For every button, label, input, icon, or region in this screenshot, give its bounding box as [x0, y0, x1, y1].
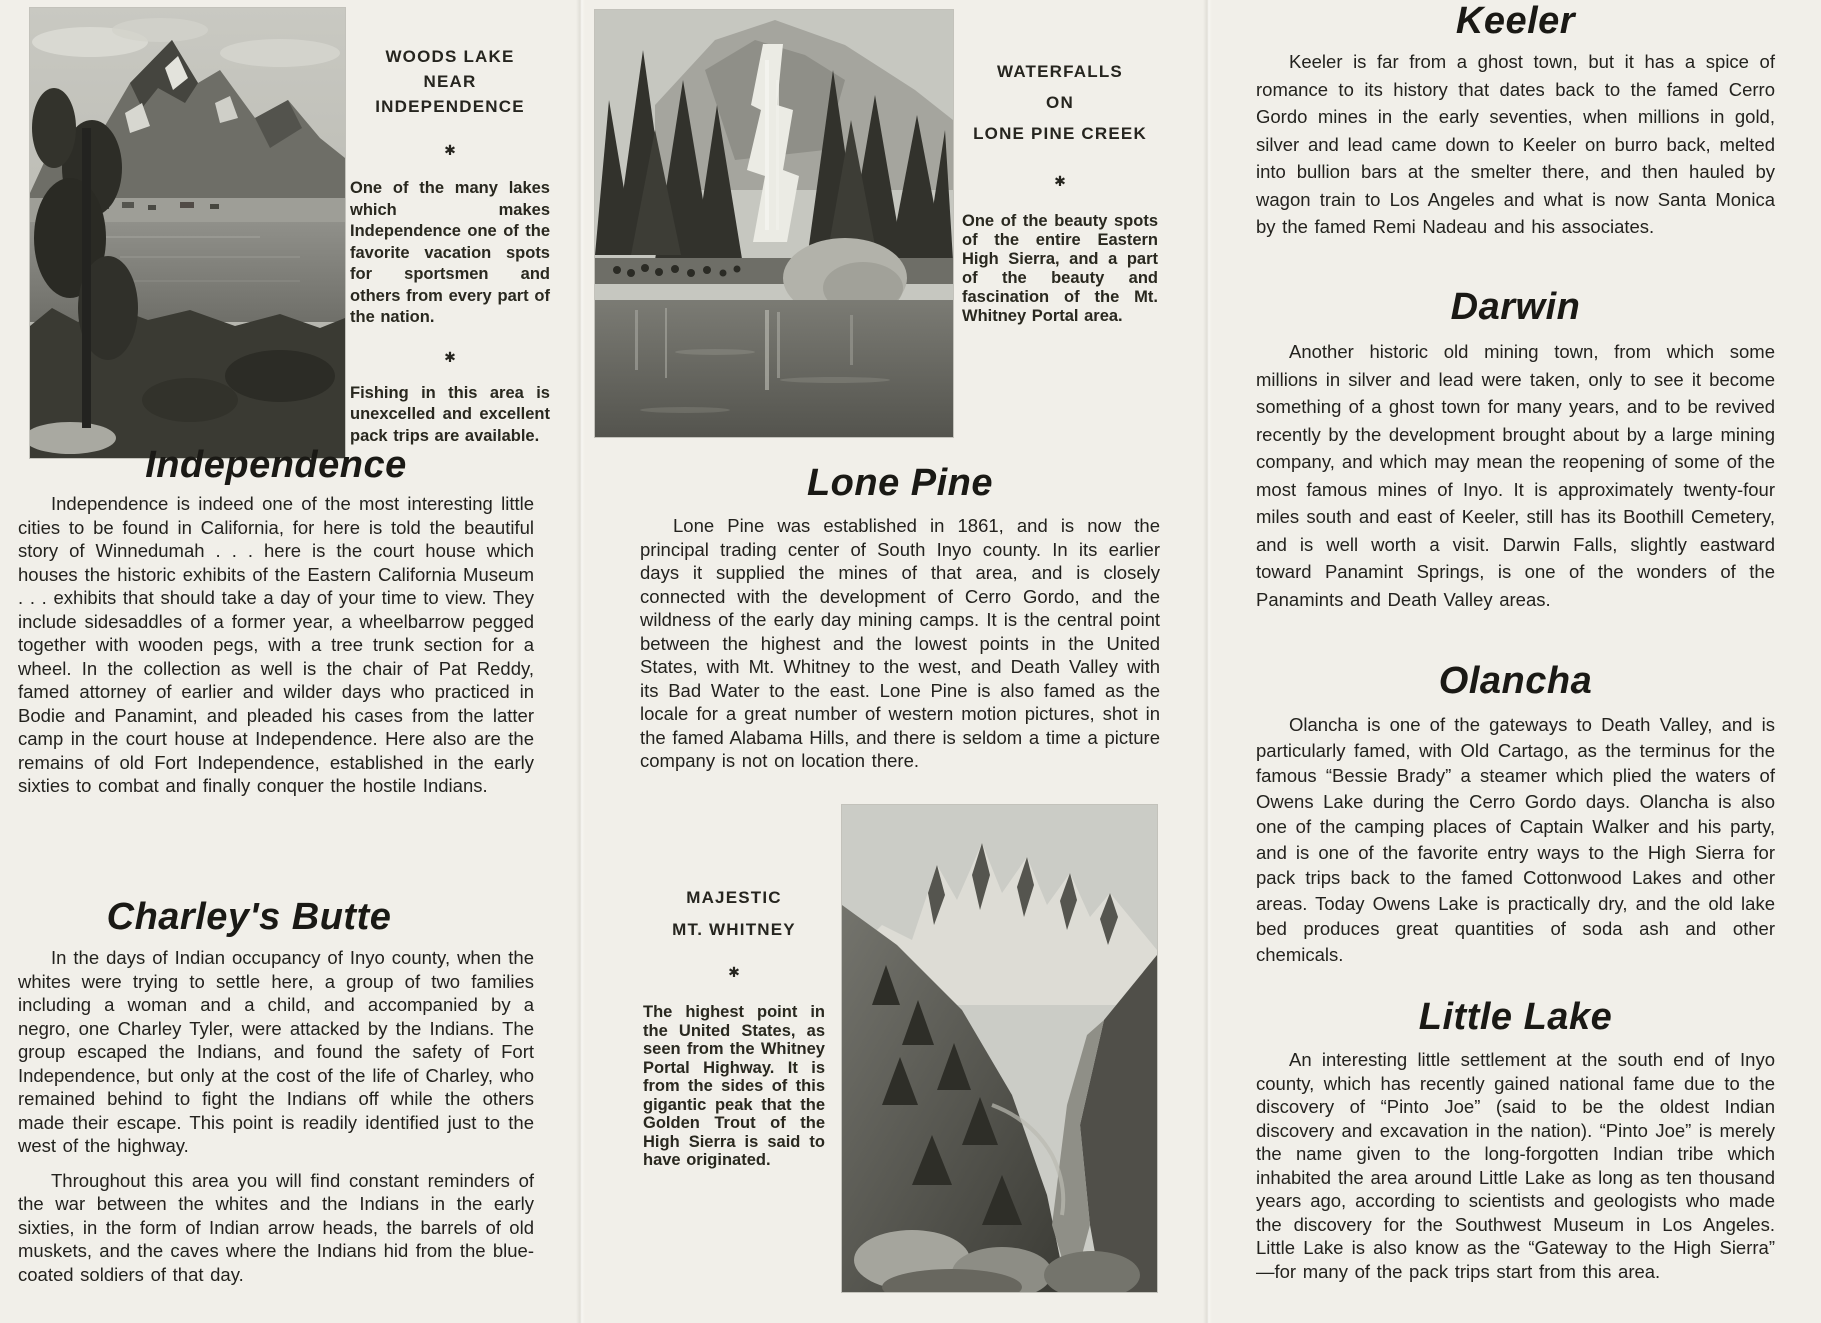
- fold-crease-right: [1203, 0, 1212, 1323]
- caption-title-line: NEAR: [423, 72, 477, 91]
- caption-text: Fishing in this area is unexcelled and excellent pack trips are available.: [350, 383, 550, 445]
- caption-title-line: WOODS LAKE: [385, 47, 515, 66]
- photo-woods-lake: [30, 8, 345, 458]
- caption-mt-whitney: [643, 882, 825, 1170]
- paragraph: Throughout this area you will find constant reminders of the war between the whites and the Indians in the early sixties, in the form of Indian arrow heads, the barrels of old muskets, and the caves where the Indians hid from the blue-coated soldiers of that day.: [18, 1169, 534, 1285]
- section-little-lake-text: [1256, 1048, 1775, 1283]
- caption-woods-lake: [350, 44, 550, 447]
- photo-mt-whitney: [842, 805, 1157, 1292]
- paragraph: Another historic old mining town, from which some millions in silver and lead were taken, only to see it become something of a ghost town for many years, and to be revived recently by the development brought about by a large mining company, and which may mean the reopening of some of the most famous mines of Inyo. It is approximately twenty-four miles south and east of Keeler, still has its Boothill Cemetery, and is well worth a visit. Darwin Falls, slightly eastward toward Panamint Springs, is one of the wonders of the Panamints and Death Valley areas.: [1256, 341, 1775, 610]
- heading-darwin: Darwin: [1450, 286, 1581, 328]
- heading-lone-pine: Lone Pine: [806, 462, 994, 504]
- section-olancha-text: [1256, 712, 1775, 967]
- heading-charleys-butte: Charley's Butte: [106, 896, 392, 938]
- caption-title-line: MT. WHITNEY: [672, 920, 796, 939]
- photo-lone-pine-creek-falls: [595, 10, 953, 437]
- asterisk-ornament: ✱: [444, 142, 456, 158]
- paragraph: Independence is indeed one of the most interesting little cities to be found in California, for here is told the beautiful story of Winnedumah . . . here is the court house which houses the historic exhibits of the Eastern California Museum . . . exhibits that should take a day of your time to view. They include sidesaddles of a former year, a wheelbarrow pegged together with wooden pegs, with a tree trunk section for a wheel. In the collection as well is the chair of Pat Reddy, famed attorney of earlier and wilder days who practiced in Bodie and Panamint, and pleaded his cases from the latter camp in the court house at Independence. Here also are the remains of old Fort Independence, established in the early sixties to combat and finally conquer the hostile Indians.: [18, 493, 534, 796]
- heading-keeler: Keeler: [1455, 0, 1576, 42]
- caption-text: The highest point in the United States, as seen from the Whitney Portal Highway. It is from the sides of this gigantic peak that the Golden Trout of the High Sierra is said to have originated.: [643, 1003, 825, 1169]
- caption-title-line: WATERFALLS: [997, 62, 1123, 81]
- heading-little-lake: Little Lake: [1418, 996, 1613, 1038]
- paragraph: Keeler is far from a ghost town, but it has a spice of romance to its history that dates back to the famed Cerro Gordo mines in the early seventies, when millions in gold, silver and lead came down to Keeler on burro back, melted into bullion bars at the smelter there, and then hauled by wagon train to Los Angeles and what is now Santa Monica by the famed Remi Nadeau and his associates.: [1256, 51, 1775, 237]
- asterisk-ornament: ✱: [728, 964, 740, 980]
- caption-text: One of the many lakes which makes Independence one of the favorite vacation spots for sportsmen and others from every part of the nation.: [350, 179, 550, 326]
- section-independence-text: [18, 492, 534, 798]
- caption-waterfalls: [962, 56, 1158, 326]
- caption-title-line: LONE PINE CREEK: [973, 124, 1147, 143]
- caption-text: One of the beauty spots of the entire Eastern High Sierra, and a part of the beauty and fascination of the Mt. Whitney Portal area.: [962, 212, 1158, 325]
- heading-independence: Independence: [145, 444, 407, 486]
- caption-title-line: ON: [1046, 93, 1074, 112]
- fold-crease-left: [576, 0, 585, 1323]
- section-darwin-text: [1256, 338, 1775, 613]
- caption-title-line: INDEPENDENCE: [375, 97, 525, 116]
- section-charleys-butte-text: [18, 946, 534, 1286]
- section-keeler-text: [1256, 48, 1775, 241]
- caption-title-line: MAJESTIC: [686, 888, 782, 907]
- paragraph: In the days of Indian occupancy of Inyo county, when the whites were trying to settle here, a group of two families including a woman and a child, and accompanied by a negro, one Charley Tyler, were attacked by the Indians. The group escaped the Indians, and found the safety of Fort Independence, but only at the cost of the life of Charley, who remained behind to fight the Indians off while the others made their escape. This point is readily identified just to the west of the highway.: [18, 947, 534, 1156]
- paragraph: Olancha is one of the gateways to Death Valley, and is particularly famed, with Old Cartago, as the terminus for the famous “Bessie Brady” a steamer which plied the waters of Owens Lake during the Cerro Gordo days. Olancha is also one of the camping places of Captain Walker and his party, and is one of the favorite entry ways to the High Sierra for pack trips back to the famed Cottonwood Lakes and other areas. Today Owens Lake is practically dry, and the old lake bed produces great quantities of soda ash and other chemicals.: [1256, 714, 1775, 965]
- section-lone-pine-text: [640, 514, 1160, 773]
- asterisk-ornament: ✱: [1054, 173, 1066, 189]
- heading-olancha: Olancha: [1438, 660, 1593, 702]
- asterisk-ornament: ✱: [444, 348, 456, 365]
- paragraph: Lone Pine was established in 1861, and is now the principal trading center of South Inyo county. In its earlier days it supplied the mines of that area, and is closely connected with the development of Cerro Gordo, and the wildness of the early day mining camps. It is the central point between the highest and the lowest points in the United States, with Mt. Whitney to the west, and Death Valley with its Bad Water to the east. Lone Pine is also famed as the locale for a great number of western motion pictures, shot in the famed Alabama Hills, and there is seldom a time a picture company is not on location there.: [640, 515, 1160, 771]
- paragraph: An interesting little settlement at the south end of Inyo county, which has recently gained national fame due to the discovery of “Pinto Joe” (said to be the oldest Indian discovery and excavation in the nation). “Pinto Joe” is merely the name given to the long-forgotten Indian tribe which inhabited the area around Little Lake as long as ten thousand years ago, according to scientists and geologists who made the discovery for the Southwest Museum in Los Angeles. Little Lake is also know as the “Gateway to the High Sierra” —for many of the pack trips start from this area.: [1256, 1049, 1775, 1282]
